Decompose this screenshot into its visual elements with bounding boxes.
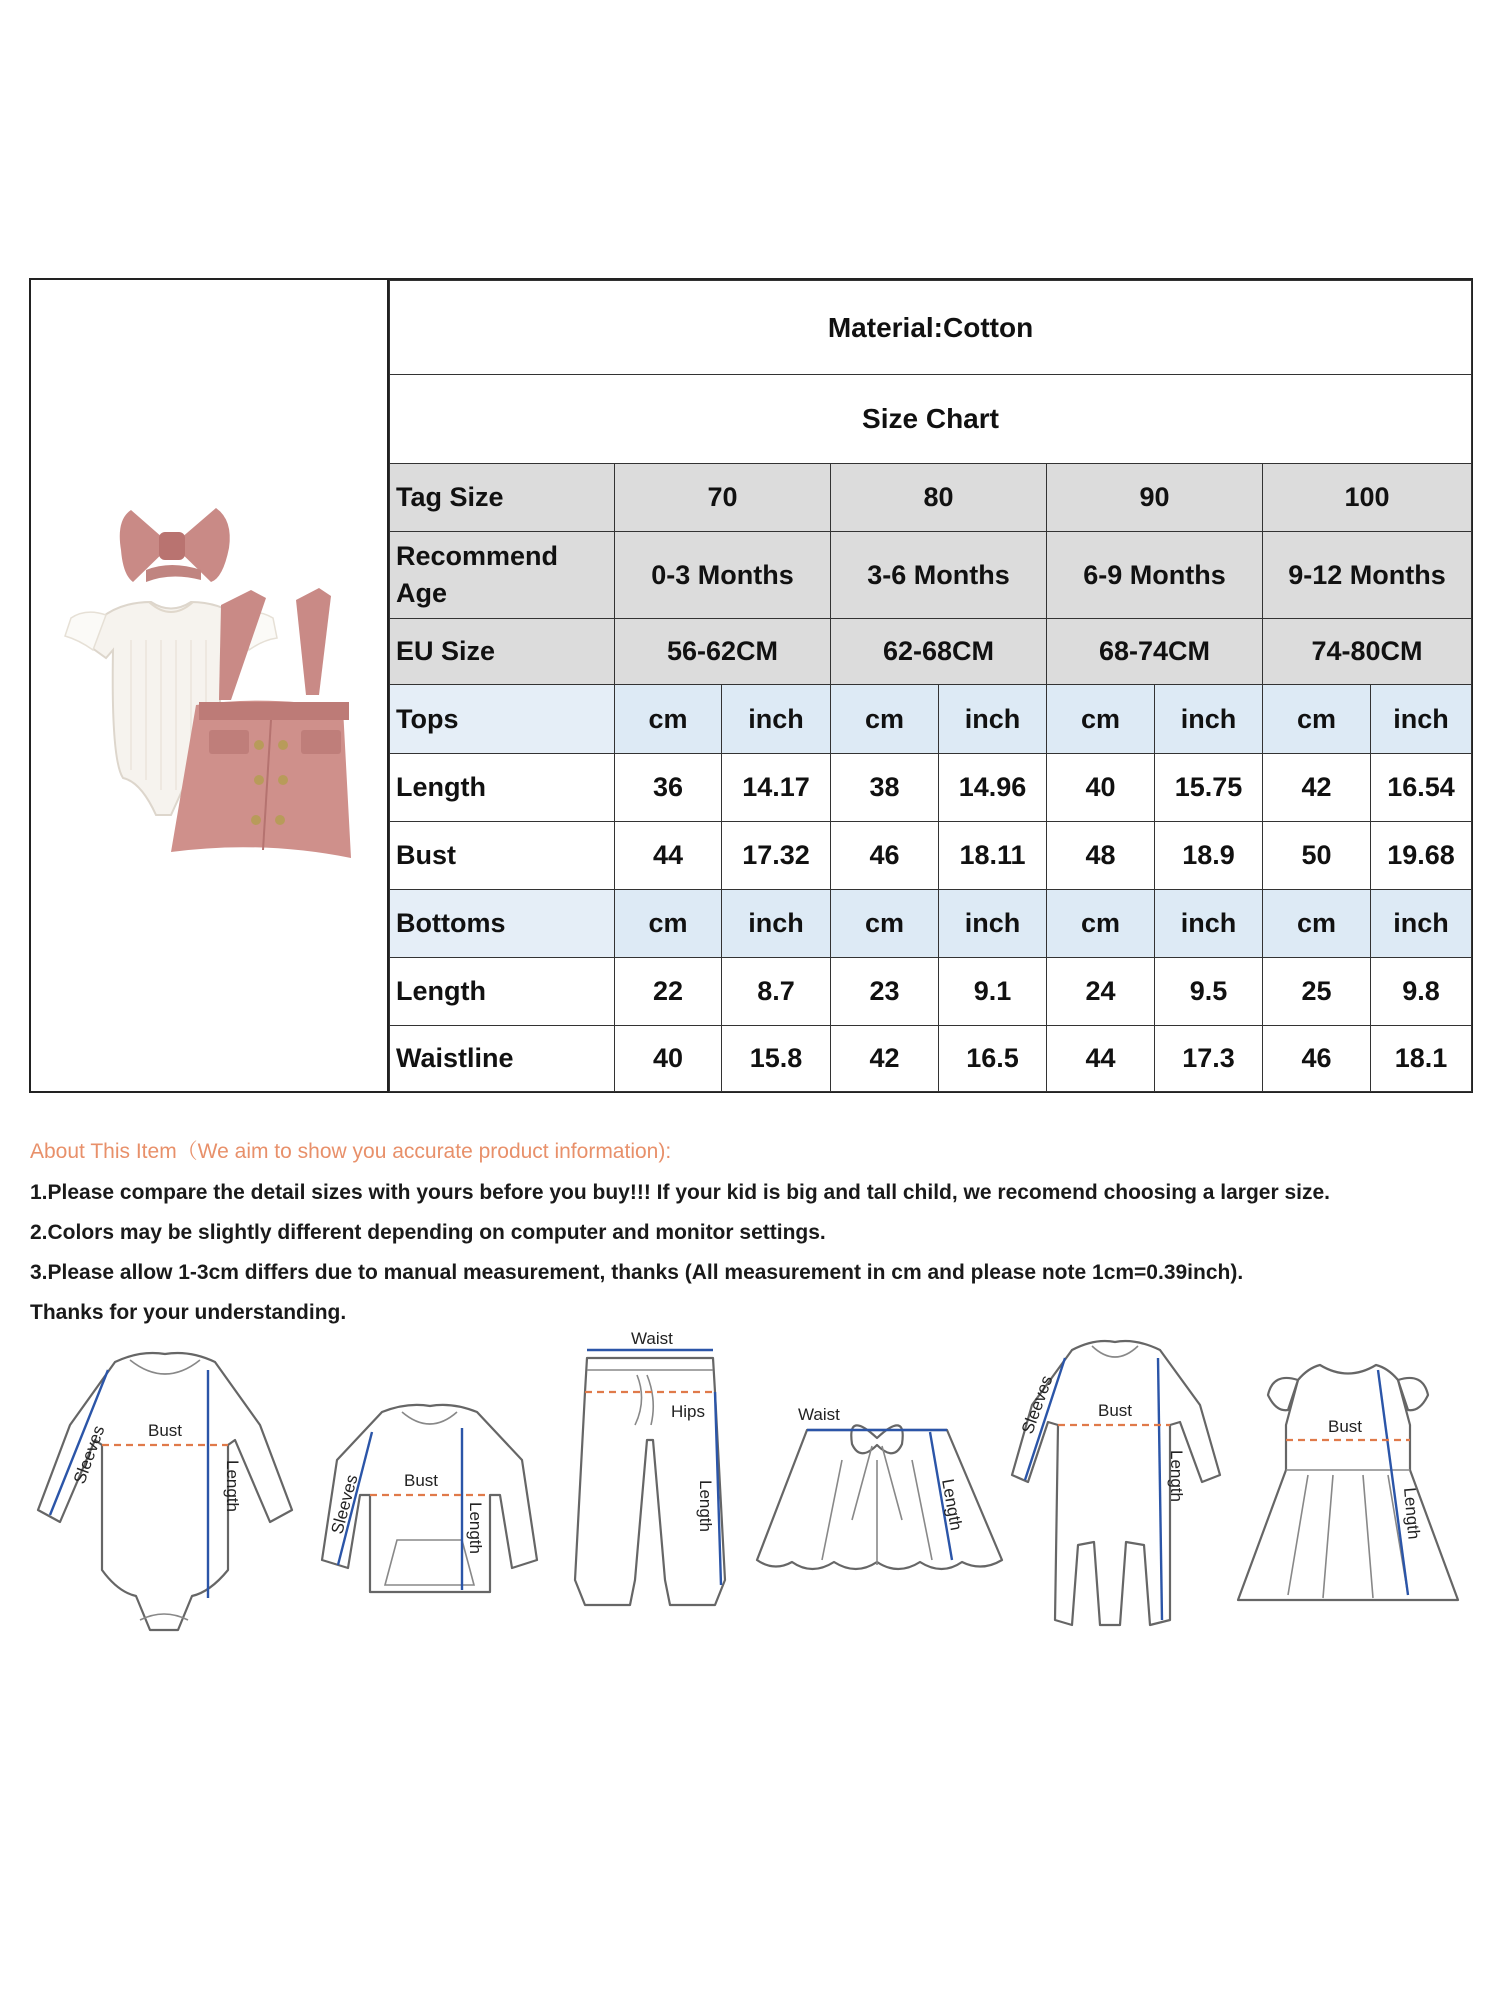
unit-cm: cm	[831, 890, 939, 958]
sweatshirt-diagram	[312, 1400, 542, 1605]
recommend-age-value: 0-3 Months	[615, 532, 831, 619]
bottoms-label: Bottoms	[390, 890, 615, 958]
row-label: Length	[390, 958, 615, 1026]
about-line: 1.Please compare the detail sizes with yours before you buy!!! If your kid is big and tall child, we recomend choosing a larger size.	[30, 1181, 1331, 1204]
tag-size-value: 80	[831, 464, 1047, 532]
length-label: Length	[938, 1477, 966, 1532]
hips-label: Hips	[671, 1402, 706, 1421]
table-cell: 15.8	[722, 1026, 831, 1092]
unit-cm: cm	[615, 685, 722, 754]
unit-cm: cm	[615, 890, 722, 958]
eu-size-value: 74-80CM	[1263, 619, 1472, 685]
material-row	[390, 281, 1472, 375]
romper-diagram	[1010, 1330, 1225, 1635]
length-label: Length	[696, 1480, 715, 1532]
table-cell: 44	[1047, 1026, 1155, 1092]
table-cell: 46	[831, 822, 939, 890]
eu-size-value: 62-68CM	[831, 619, 1047, 685]
dress-diagram	[1228, 1350, 1468, 1625]
size-chart-frame	[29, 278, 1473, 1093]
tag-size-value: 100	[1263, 464, 1472, 532]
bottoms-waistline-row	[390, 1026, 1472, 1092]
unit-cm: cm	[1047, 890, 1155, 958]
headband-bow-icon	[120, 508, 230, 582]
sleeves-label: Sleeves	[69, 1423, 109, 1487]
tops-length-row	[390, 754, 1472, 822]
table-cell: 40	[615, 1026, 722, 1092]
size-chart-table	[389, 280, 1472, 1092]
measurement-diagrams	[0, 1330, 1500, 1660]
table-cell: 42	[831, 1026, 939, 1092]
table-cell: 36	[615, 754, 722, 822]
row-label: Length	[390, 754, 615, 822]
table-cell: 18.9	[1155, 822, 1263, 890]
size-chart-title: Size Chart	[390, 375, 1472, 464]
sweatshirt-icon	[312, 1400, 542, 1600]
bottoms-header-row	[390, 890, 1472, 958]
recommend-age-value: 9-12 Months	[1263, 532, 1472, 619]
table-cell: 17.32	[722, 822, 831, 890]
recommend-age-value: 3-6 Months	[831, 532, 1047, 619]
unit-inch: inch	[722, 890, 831, 958]
unit-inch: inch	[1155, 685, 1263, 754]
eu-size-row	[390, 619, 1472, 685]
sleeves-label: Sleeves	[327, 1472, 362, 1537]
pants-icon	[575, 1330, 725, 1615]
row-label: Bust	[390, 822, 615, 890]
pants-diagram	[575, 1330, 725, 1620]
bust-label: Bust	[404, 1471, 439, 1490]
table-cell: 9.1	[939, 958, 1047, 1026]
bust-label: Bust	[1098, 1401, 1133, 1420]
unit-inch: inch	[939, 685, 1047, 754]
table-cell: 44	[615, 822, 722, 890]
recommend-age-value: 6-9 Months	[1047, 532, 1263, 619]
eu-size-value: 68-74CM	[1047, 619, 1263, 685]
recommend-age-label: Recommend Age	[390, 532, 615, 619]
about-section	[30, 1137, 1480, 1338]
table-cell: 16.5	[939, 1026, 1047, 1092]
tag-size-row	[390, 464, 1472, 532]
material-cell: Material:Cotton	[390, 281, 1472, 375]
table-cell: 14.17	[722, 754, 831, 822]
unit-inch: inch	[722, 685, 831, 754]
table-cell: 14.96	[939, 754, 1047, 822]
table-cell: 38	[831, 754, 939, 822]
unit-cm: cm	[1047, 685, 1155, 754]
size-chart-title-row	[390, 375, 1472, 464]
table-cell: 42	[1263, 754, 1371, 822]
table-cell: 18.1	[1371, 1026, 1472, 1092]
length-label: Length	[1400, 1486, 1424, 1541]
eu-size-label: EU Size	[390, 619, 615, 685]
sleeves-label: Sleeves	[1017, 1373, 1057, 1437]
table-cell: 18.11	[939, 822, 1047, 890]
length-label: Length	[466, 1502, 485, 1554]
bodysuit-diagram	[30, 1330, 300, 1635]
table-cell: 15.75	[1155, 754, 1263, 822]
tops-bust-row	[390, 822, 1472, 890]
unit-inch: inch	[939, 890, 1047, 958]
table-cell: 24	[1047, 958, 1155, 1026]
length-label: Length	[1167, 1450, 1186, 1502]
unit-cm: cm	[831, 685, 939, 754]
eu-size-value: 56-62CM	[615, 619, 831, 685]
bodysuit-icon	[30, 1330, 300, 1630]
dress-icon	[1228, 1350, 1468, 1620]
table-cell: 48	[1047, 822, 1155, 890]
tag-size-label: Tag Size	[390, 464, 615, 532]
jumpsuit-icon	[1010, 1330, 1225, 1630]
about-line: 3.Please allow 1-3cm differs due to manual measurement, thanks (All measurement in cm and please note 1cm=0.39inch).	[30, 1261, 1244, 1284]
row-label: Waistline	[390, 1026, 615, 1092]
tops-label: Tops	[390, 685, 615, 754]
product-photo	[51, 490, 371, 910]
table-cell: 16.54	[1371, 754, 1472, 822]
bust-label: Bust	[1328, 1417, 1363, 1436]
product-photo-cell	[31, 280, 389, 1091]
bust-label: Bust	[148, 1421, 183, 1440]
waist-label: Waist	[631, 1329, 673, 1348]
table-cell: 8.7	[722, 958, 831, 1026]
tops-header-row	[390, 685, 1472, 754]
recommend-age-row	[390, 532, 1472, 619]
about-line: Thanks for your understanding.	[30, 1301, 347, 1324]
table-cell: 9.8	[1371, 958, 1472, 1026]
about-line: 2.Colors may be slightly different depending on computer and monitor settings.	[30, 1221, 826, 1244]
table-cell: 50	[1263, 822, 1371, 890]
table-cell: 22	[615, 958, 722, 1026]
unit-inch: inch	[1155, 890, 1263, 958]
unit-inch: inch	[1371, 890, 1472, 958]
table-cell: 40	[1047, 754, 1155, 822]
waist-label: Waist	[798, 1405, 840, 1424]
unit-cm: cm	[1263, 890, 1371, 958]
unit-cm: cm	[1263, 685, 1371, 754]
length-label: Length	[223, 1460, 242, 1512]
table-cell: 25	[1263, 958, 1371, 1026]
table-cell: 23	[831, 958, 939, 1026]
unit-inch: inch	[1371, 685, 1472, 754]
table-cell: 19.68	[1371, 822, 1472, 890]
about-heading: About This Item（We aim to show you accurate product information):	[30, 1140, 672, 1163]
skirt-diagram	[752, 1405, 1007, 1595]
table-cell: 9.5	[1155, 958, 1263, 1026]
tag-size-value: 70	[615, 464, 831, 532]
table-cell: 17.3	[1155, 1026, 1263, 1092]
tag-size-value: 90	[1047, 464, 1263, 532]
skirt-icon	[752, 1405, 1007, 1590]
bottoms-length-row	[390, 958, 1472, 1026]
table-cell: 46	[1263, 1026, 1371, 1092]
